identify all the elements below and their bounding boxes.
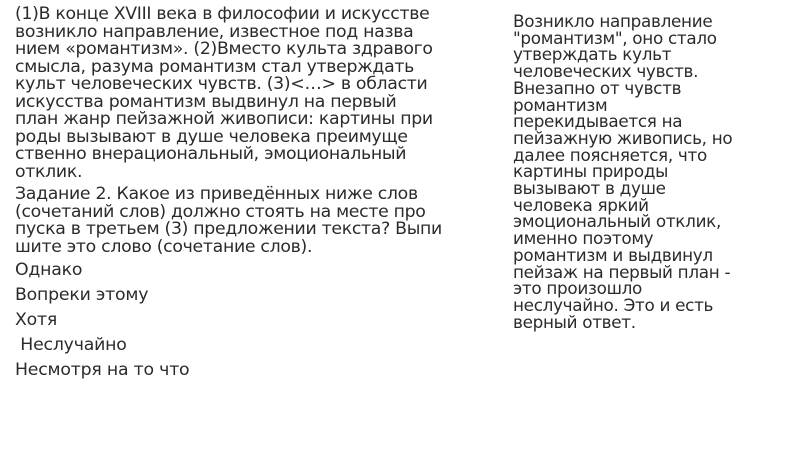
explanation-line: перекидывается на xyxy=(513,111,683,132)
passage-line: роды вызывают в душе человека преимуще xyxy=(15,126,408,147)
explanation-line: верный ответ. xyxy=(513,311,636,332)
explanation-line: далее поясняется, что xyxy=(513,144,707,165)
option-nesmotrya-na-to-chto[interactable]: Несмотря на то что xyxy=(15,360,190,380)
passage-line: искусства романтизм выдвинул на первый xyxy=(15,91,397,112)
explanation-line: Внезапно от чувств xyxy=(513,77,682,98)
passage-line: смысла, разума романтизм стал утверждать xyxy=(15,56,415,77)
explanation-line: человеческих чувств. xyxy=(513,61,699,82)
passage-line: нием «романтизм». (2)Вместо культа здравого xyxy=(15,39,433,59)
answer-options xyxy=(15,262,487,380)
option-nesluchayno[interactable]: Неслучайно xyxy=(15,335,127,355)
task-question xyxy=(15,186,487,256)
task-line: Задание 2. Какое из приведённых ниже слов xyxy=(15,184,418,204)
explanation-line: пейзажную живопись, но xyxy=(513,127,733,148)
passage-text xyxy=(15,6,487,181)
option-khotya[interactable]: Хотя xyxy=(15,310,58,330)
explanation-text xyxy=(513,13,793,330)
explanation-line: человека яркий xyxy=(513,194,649,215)
passage-line: (1)В конце XVIII века в философии и искусстве xyxy=(15,4,430,24)
explanation-line: романтизм xyxy=(513,94,608,115)
explanation-line: утверждать культ xyxy=(513,44,672,65)
explanation-line: "романтизм", оно стало xyxy=(513,27,717,48)
explanation-line: пейзаж на первый план - xyxy=(513,261,731,282)
explanation-line: неслучайно. Это и есть xyxy=(513,294,714,315)
passage-line: культ человеческих чувств. (3)<…> в области xyxy=(15,74,428,94)
left-column xyxy=(15,6,487,380)
passage-line: план жанр пейзажной живописи: картины при xyxy=(15,109,433,129)
explanation-line: Возникло направление xyxy=(513,11,713,31)
task-line: шите это слово (сочетание слов). xyxy=(15,236,313,257)
explanation-line: это произошло xyxy=(513,278,643,299)
option-odnako[interactable]: Однако xyxy=(15,260,83,280)
explanation-line: именно поэтому xyxy=(513,228,654,249)
task-line: пуска в третьем (3) предложении текста? Выпи xyxy=(15,219,442,239)
option-vopreki-etomu[interactable]: Вопреки этому xyxy=(15,285,149,305)
explanation-line: эмоциональный отклик, xyxy=(513,211,722,232)
explanation-line: вызывают в душе xyxy=(513,178,666,199)
passage-line: возникло направление, известное под назва xyxy=(15,21,414,42)
passage-line: отклик. xyxy=(15,161,83,182)
explanation-line: картины природы xyxy=(513,161,669,182)
task-line: (сочетаний слов) должно стоять на месте про xyxy=(15,201,426,222)
passage-line: ственно внерациональный, эмоциональный xyxy=(15,144,407,164)
explanation-line: романтизм и выдвинул xyxy=(513,244,713,265)
